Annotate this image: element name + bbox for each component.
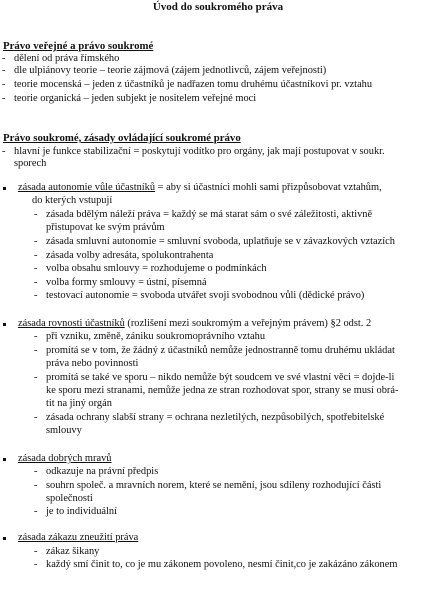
sub-item: - zásada ochrany slabší strany = ochrana nezletilých, nezpůsobilých, spotřebitelské — [46, 412, 384, 425]
sub-item-cont: tit na jiný orgán — [46, 398, 112, 409]
bullet-square — [3, 323, 6, 326]
list-item: - dle ulpiánovy teorie – teorie zájmová (zájem jednotlivců, zájem veřejnosti) — [14, 65, 326, 78]
section-heading-public-private: Právo veřejné a právo soukromé — [3, 40, 154, 52]
list-item: - hlavní je funkce stabilizační = poskytují vodítko pro orgány, jak mají postupovat v soukr. — [14, 146, 385, 159]
principle-title: zásada dobrých mravů — [18, 453, 112, 464]
sub-item: - je to individuální — [46, 506, 117, 519]
sub-item-cont: ke sporu mezi stranami, nemůže jedna ze stran rozhodovat spor, strany se musí obrá- — [46, 385, 399, 396]
principle-title: zásada autonomie vůle účastníků — [18, 182, 156, 193]
sub-item-cont: smlouvy — [46, 425, 82, 436]
list-item: - dělení od práva římského — [14, 53, 119, 66]
sub-item: - souhrn společ. a mravních norem, které se nemění, jsou sdíleny rozhodující části — [46, 480, 381, 493]
principle-title: zásada rovnosti účastníků — [18, 318, 125, 329]
sub-item: - volba formy smlouvy = ústní, písemná — [46, 277, 207, 290]
sub-item: - každý smí činit to, co je mu zákonem povoleno, nesmí činit,co je zakázáno zákonem — [46, 559, 397, 572]
sub-item-cont: přistupovat ke svým právům — [46, 222, 165, 233]
list-item-continuation: sporech — [14, 158, 47, 169]
sub-item-cont: společnosti — [46, 493, 93, 504]
sub-item: - promítá se také ve sporu – nikdo nemůže být soudcem ve své vlastní věci = dojde-li — [46, 372, 394, 385]
sub-item: - při vzniku, změně, zániku soukromoprávního vztahu — [46, 331, 265, 344]
sub-item-cont: práva nebo povinnosti — [46, 358, 139, 369]
sub-item: - zásada smluvní autonomie = smluvní svoboda, uplatňuje se v závazkových vztazích — [46, 236, 395, 249]
principle-title: zásada zákazu zneužití práva — [18, 532, 139, 543]
list-item: - teorie mocenská – jeden z účastníků je nadřazen tomu druhému účastníkovi pr. vztahu — [14, 79, 372, 92]
section-heading-principles: Právo soukromé, zásady ovládající soukromé právo — [3, 132, 241, 144]
sub-item: - volba obsahu smlouvy = rozhodujeme o podmínkách — [46, 263, 267, 276]
principle-description: (rozlišení mezi soukromým a veřejným právem) §2 odst. 2 — [124, 318, 372, 329]
sub-item: - promítá se v tom, že žádný z účastníků nemůže jednostranně tomu druhému ukládat — [46, 345, 395, 358]
sub-item: - zákaz šikany — [46, 546, 99, 559]
sub-item: - zásada volby adresáta, spolukontrahenta — [46, 250, 213, 263]
principle-equality — [18, 318, 371, 331]
bullet-square — [3, 187, 6, 190]
bullet-square — [3, 537, 6, 540]
principle-autonomy — [18, 182, 382, 195]
principle-description: = aby si účastníci mohli sami přizpůsobovat vztahům, — [155, 182, 382, 193]
principle-description-cont: do kterých vstupují — [32, 195, 113, 206]
page-title: Úvod do soukromého práva — [152, 1, 284, 13]
list-item: - teorie organická – jeden subjekt je nositelem veřejné moci — [14, 93, 256, 106]
sub-item: - zásada bdělým náleží práva = každý se má starat sám o své záležitosti, aktivně — [46, 209, 372, 222]
sub-item: - testovací autonomie = svoboda utvářet svoji svobodnou vůli (dědické právo) — [46, 290, 364, 303]
sub-item: - odkazuje na právní předpis — [46, 466, 158, 479]
bullet-square — [3, 458, 6, 461]
